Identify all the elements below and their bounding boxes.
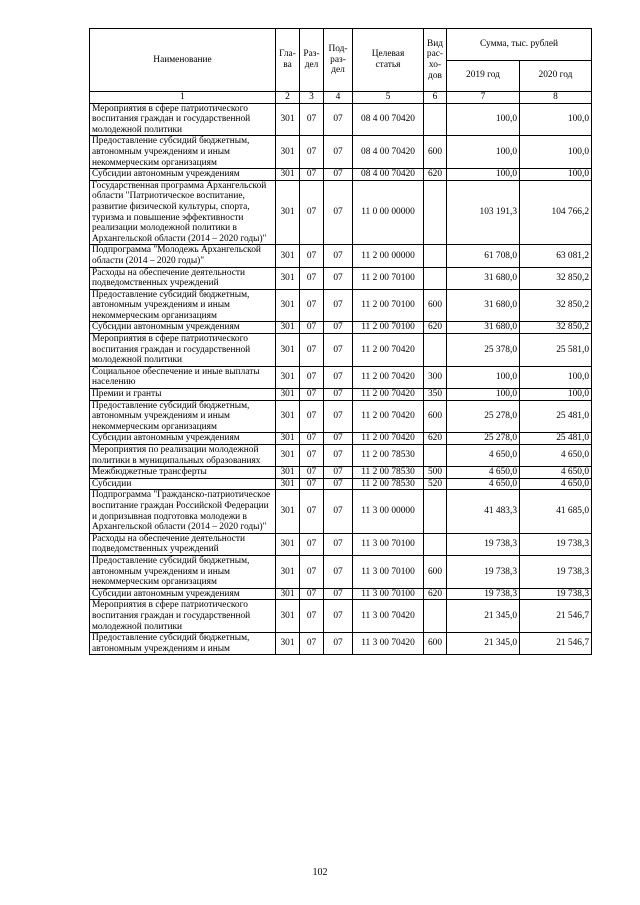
column-number: 6	[424, 92, 447, 104]
row-vid: 620	[424, 433, 447, 445]
row-name: Подпрограмма "Молодежь Архангельской области (2014 – 2020 годы)"	[90, 245, 276, 267]
row-vid	[424, 533, 447, 555]
row-target: 11 2 00 70420	[353, 400, 424, 433]
row-razdel: 07	[300, 180, 324, 245]
table-row	[90, 588, 592, 600]
row-vid: 600	[424, 289, 447, 322]
row-podrazdel: 07	[324, 103, 353, 136]
row-name: Субсидии автономным учреждениям	[90, 433, 276, 445]
row-glava: 301	[276, 136, 300, 169]
row-name: Мероприятия в сфере патриотического воспитания граждан и государственной молодежной политики	[90, 103, 276, 136]
row-vid	[424, 103, 447, 136]
row-name: Предоставление субсидий бюджетным, автономным учреждениям и иным	[90, 633, 276, 655]
row-amount-2020: 32 850,2	[520, 267, 592, 289]
row-amount-2019: 100,0	[447, 389, 520, 401]
row-razdel: 07	[300, 334, 324, 367]
row-podrazdel: 07	[324, 600, 353, 633]
row-amount-2019: 25 278,0	[447, 433, 520, 445]
row-glava: 301	[276, 180, 300, 245]
row-podrazdel: 07	[324, 322, 353, 334]
row-razdel: 07	[300, 366, 324, 388]
table-row	[90, 533, 592, 555]
row-amount-2020: 63 081,2	[520, 245, 592, 267]
column-number: 2	[276, 92, 300, 104]
row-podrazdel: 07	[324, 136, 353, 169]
row-podrazdel: 07	[324, 445, 353, 467]
row-name: Государственная программа Архангельской области "Патриотическое воспитание, развитие физической культуры, спорта, туризма и повышение эффективности реализации молодежной политики в Архангельской области (2014 – 2020 годы)"	[90, 180, 276, 245]
row-glava: 301	[276, 400, 300, 433]
row-target: 11 2 00 70420	[353, 389, 424, 401]
row-vid: 600	[424, 136, 447, 169]
row-target: 11 2 00 70420	[353, 433, 424, 445]
row-target: 08 4 00 70420	[353, 103, 424, 136]
row-target: 08 4 00 70420	[353, 169, 424, 181]
row-podrazdel: 07	[324, 366, 353, 388]
row-vid: 520	[424, 478, 447, 490]
row-vid	[424, 180, 447, 245]
table-row	[90, 103, 592, 136]
table-body	[90, 103, 592, 655]
row-amount-2020: 19 738,3	[520, 533, 592, 555]
row-name: Предоставление субсидий бюджетным, автономным учреждениям и иным некоммерческим организациям	[90, 555, 276, 588]
table-row	[90, 490, 592, 533]
row-target: 11 3 00 70420	[353, 600, 424, 633]
row-glava: 301	[276, 267, 300, 289]
row-vid	[424, 334, 447, 367]
table-row	[90, 445, 592, 467]
table-row	[90, 555, 592, 588]
row-razdel: 07	[300, 103, 324, 136]
row-amount-2019: 100,0	[447, 136, 520, 169]
row-vid: 600	[424, 633, 447, 655]
row-amount-2020: 100,0	[520, 366, 592, 388]
row-target: 11 2 00 78530	[353, 478, 424, 490]
row-razdel: 07	[300, 600, 324, 633]
row-amount-2019: 21 345,0	[447, 600, 520, 633]
row-vid	[424, 600, 447, 633]
row-razdel: 07	[300, 467, 324, 479]
row-glava: 301	[276, 600, 300, 633]
row-amount-2019: 19 738,3	[447, 555, 520, 588]
row-amount-2020: 4 650,0	[520, 445, 592, 467]
row-amount-2020: 21 546,7	[520, 633, 592, 655]
row-razdel: 07	[300, 490, 324, 533]
row-amount-2019: 103 191,3	[447, 180, 520, 245]
table-row	[90, 136, 592, 169]
row-razdel: 07	[300, 267, 324, 289]
row-podrazdel: 07	[324, 533, 353, 555]
row-razdel: 07	[300, 389, 324, 401]
row-amount-2019: 41 483,3	[447, 490, 520, 533]
table-row	[90, 334, 592, 367]
row-name: Субсидии	[90, 478, 276, 490]
row-target: 08 4 00 70420	[353, 136, 424, 169]
row-amount-2019: 100,0	[447, 103, 520, 136]
row-razdel: 07	[300, 245, 324, 267]
row-razdel: 07	[300, 555, 324, 588]
row-glava: 301	[276, 490, 300, 533]
header-glava: Гла- ва	[276, 29, 300, 92]
row-name: Предоставление субсидий бюджетным, автономным учреждениям и иным некоммерческим организациям	[90, 289, 276, 322]
row-name: Расходы на обеспечение деятельности подведомственных учреждений	[90, 267, 276, 289]
row-amount-2019: 19 738,3	[447, 588, 520, 600]
table-row	[90, 322, 592, 334]
row-target: 11 2 00 70100	[353, 267, 424, 289]
table-row	[90, 478, 592, 490]
row-amount-2019: 21 345,0	[447, 633, 520, 655]
row-amount-2020: 100,0	[520, 169, 592, 181]
table-row	[90, 633, 592, 655]
row-razdel: 07	[300, 136, 324, 169]
row-glava: 301	[276, 169, 300, 181]
table-row	[90, 467, 592, 479]
row-glava: 301	[276, 467, 300, 479]
table-row	[90, 267, 592, 289]
row-glava: 301	[276, 103, 300, 136]
row-name: Мероприятия в сфере патриотического воспитания граждан и государственной молодежной политики	[90, 334, 276, 367]
row-amount-2020: 21 546,7	[520, 600, 592, 633]
column-number: 5	[353, 92, 424, 104]
row-target: 11 3 00 70100	[353, 588, 424, 600]
row-podrazdel: 07	[324, 245, 353, 267]
row-amount-2020: 4 650,0	[520, 467, 592, 479]
row-vid: 620	[424, 588, 447, 600]
row-amount-2020: 100,0	[520, 136, 592, 169]
table-row	[90, 433, 592, 445]
row-amount-2019: 100,0	[447, 169, 520, 181]
row-name: Социальное обеспечение и иные выплаты населению	[90, 366, 276, 388]
row-amount-2020: 41 685,0	[520, 490, 592, 533]
header-podrazdel: Под- раз- дел	[324, 29, 353, 92]
row-podrazdel: 07	[324, 334, 353, 367]
header-2020: 2020 год	[520, 60, 592, 92]
column-number: 8	[520, 92, 592, 104]
row-amount-2019: 31 680,0	[447, 289, 520, 322]
row-vid	[424, 267, 447, 289]
row-amount-2020: 32 850,2	[520, 289, 592, 322]
row-glava: 301	[276, 478, 300, 490]
row-podrazdel: 07	[324, 588, 353, 600]
row-vid: 500	[424, 467, 447, 479]
row-amount-2020: 25 581,0	[520, 334, 592, 367]
row-amount-2019: 4 650,0	[447, 467, 520, 479]
row-glava: 301	[276, 588, 300, 600]
row-amount-2020: 100,0	[520, 389, 592, 401]
row-amount-2020: 19 738,3	[520, 588, 592, 600]
row-vid: 600	[424, 555, 447, 588]
row-target: 11 0 00 00000	[353, 180, 424, 245]
table-row	[90, 245, 592, 267]
row-glava: 301	[276, 289, 300, 322]
row-glava: 301	[276, 555, 300, 588]
row-name: Мероприятия в сфере патриотического воспитания граждан и государственной молодежной политики	[90, 600, 276, 633]
row-vid: 350	[424, 389, 447, 401]
row-target: 11 2 00 70420	[353, 366, 424, 388]
row-glava: 301	[276, 433, 300, 445]
row-target: 11 3 00 70100	[353, 555, 424, 588]
row-podrazdel: 07	[324, 389, 353, 401]
column-number: 1	[90, 92, 276, 104]
row-razdel: 07	[300, 400, 324, 433]
row-amount-2019: 61 708,0	[447, 245, 520, 267]
row-podrazdel: 07	[324, 180, 353, 245]
row-target: 11 2 00 78530	[353, 445, 424, 467]
table-row	[90, 180, 592, 245]
row-razdel: 07	[300, 433, 324, 445]
row-glava: 301	[276, 445, 300, 467]
row-name: Расходы на обеспечение деятельности подведомственных учреждений	[90, 533, 276, 555]
column-number: 7	[447, 92, 520, 104]
row-razdel: 07	[300, 533, 324, 555]
table-row	[90, 169, 592, 181]
column-number-row	[90, 92, 592, 104]
row-podrazdel: 07	[324, 467, 353, 479]
table-row	[90, 600, 592, 633]
row-podrazdel: 07	[324, 478, 353, 490]
row-razdel: 07	[300, 445, 324, 467]
row-amount-2020: 25 481,0	[520, 400, 592, 433]
row-vid: 620	[424, 322, 447, 334]
row-amount-2020: 104 766,2	[520, 180, 592, 245]
row-target: 11 2 00 70420	[353, 334, 424, 367]
row-podrazdel: 07	[324, 267, 353, 289]
row-glava: 301	[276, 322, 300, 334]
header-vid: Вид рас- хо- дов	[424, 29, 447, 92]
row-target: 11 3 00 70100	[353, 533, 424, 555]
budget-table	[89, 28, 592, 655]
row-vid	[424, 490, 447, 533]
row-amount-2019: 4 650,0	[447, 445, 520, 467]
row-amount-2019: 31 680,0	[447, 267, 520, 289]
row-podrazdel: 07	[324, 433, 353, 445]
row-vid	[424, 445, 447, 467]
row-name: Межбюджетные трансферты	[90, 467, 276, 479]
row-amount-2020: 19 738,3	[520, 555, 592, 588]
row-name: Субсидии автономным учреждениям	[90, 588, 276, 600]
row-target: 11 2 00 70100	[353, 322, 424, 334]
table-row	[90, 289, 592, 322]
row-target: 11 3 00 70420	[353, 633, 424, 655]
table-row	[90, 400, 592, 433]
row-podrazdel: 07	[324, 633, 353, 655]
table-row	[90, 389, 592, 401]
row-name: Премии и гранты	[90, 389, 276, 401]
row-name: Подпрограмма "Гражданско-патриотическое воспитание граждан Российской Федерации и допризывная подготовка молодежи в Архангельской области (2014 – 2020 годы)"	[90, 490, 276, 533]
row-name: Субсидии автономным учреждениям	[90, 169, 276, 181]
row-amount-2019: 31 680,0	[447, 322, 520, 334]
row-amount-2020: 32 850,2	[520, 322, 592, 334]
row-target: 11 2 00 70100	[353, 289, 424, 322]
row-razdel: 07	[300, 289, 324, 322]
page-number: 102	[312, 867, 328, 878]
column-number: 3	[300, 92, 324, 104]
row-target: 11 3 00 00000	[353, 490, 424, 533]
table-row	[90, 366, 592, 388]
row-glava: 301	[276, 533, 300, 555]
row-glava: 301	[276, 366, 300, 388]
row-podrazdel: 07	[324, 555, 353, 588]
row-glava: 301	[276, 633, 300, 655]
row-podrazdel: 07	[324, 289, 353, 322]
row-podrazdel: 07	[324, 400, 353, 433]
row-vid: 620	[424, 169, 447, 181]
header-sum: Сумма, тыс. рублей	[447, 29, 592, 61]
row-amount-2019: 25 278,0	[447, 400, 520, 433]
row-amount-2019: 100,0	[447, 366, 520, 388]
column-number: 4	[324, 92, 353, 104]
row-name: Мероприятия по реализации молодежной политики в муниципальных образованиях	[90, 445, 276, 467]
row-target: 11 2 00 00000	[353, 245, 424, 267]
row-glava: 301	[276, 389, 300, 401]
row-amount-2020: 25 481,0	[520, 433, 592, 445]
header-name: Наименование	[90, 29, 276, 92]
row-vid	[424, 245, 447, 267]
row-razdel: 07	[300, 588, 324, 600]
row-amount-2019: 25 378,0	[447, 334, 520, 367]
row-razdel: 07	[300, 478, 324, 490]
row-vid: 300	[424, 366, 447, 388]
row-name: Предоставление субсидий бюджетным, автономным учреждениям и иным некоммерческим организациям	[90, 136, 276, 169]
row-amount-2019: 19 738,3	[447, 533, 520, 555]
row-name: Субсидии автономным учреждениям	[90, 322, 276, 334]
row-razdel: 07	[300, 322, 324, 334]
row-amount-2019: 4 650,0	[447, 478, 520, 490]
row-name: Предоставление субсидий бюджетным, автономным учреждениям и иным некоммерческим организациям	[90, 400, 276, 433]
row-target: 11 2 00 78530	[353, 467, 424, 479]
row-razdel: 07	[300, 169, 324, 181]
row-podrazdel: 07	[324, 490, 353, 533]
header-razdel: Раз- дел	[300, 29, 324, 92]
row-glava: 301	[276, 334, 300, 367]
header-2019: 2019 год	[447, 60, 520, 92]
row-amount-2020: 100,0	[520, 103, 592, 136]
row-razdel: 07	[300, 633, 324, 655]
row-podrazdel: 07	[324, 169, 353, 181]
row-glava: 301	[276, 245, 300, 267]
row-amount-2020: 4 650,0	[520, 478, 592, 490]
header-target: Целевая статья	[353, 29, 424, 92]
row-vid: 600	[424, 400, 447, 433]
